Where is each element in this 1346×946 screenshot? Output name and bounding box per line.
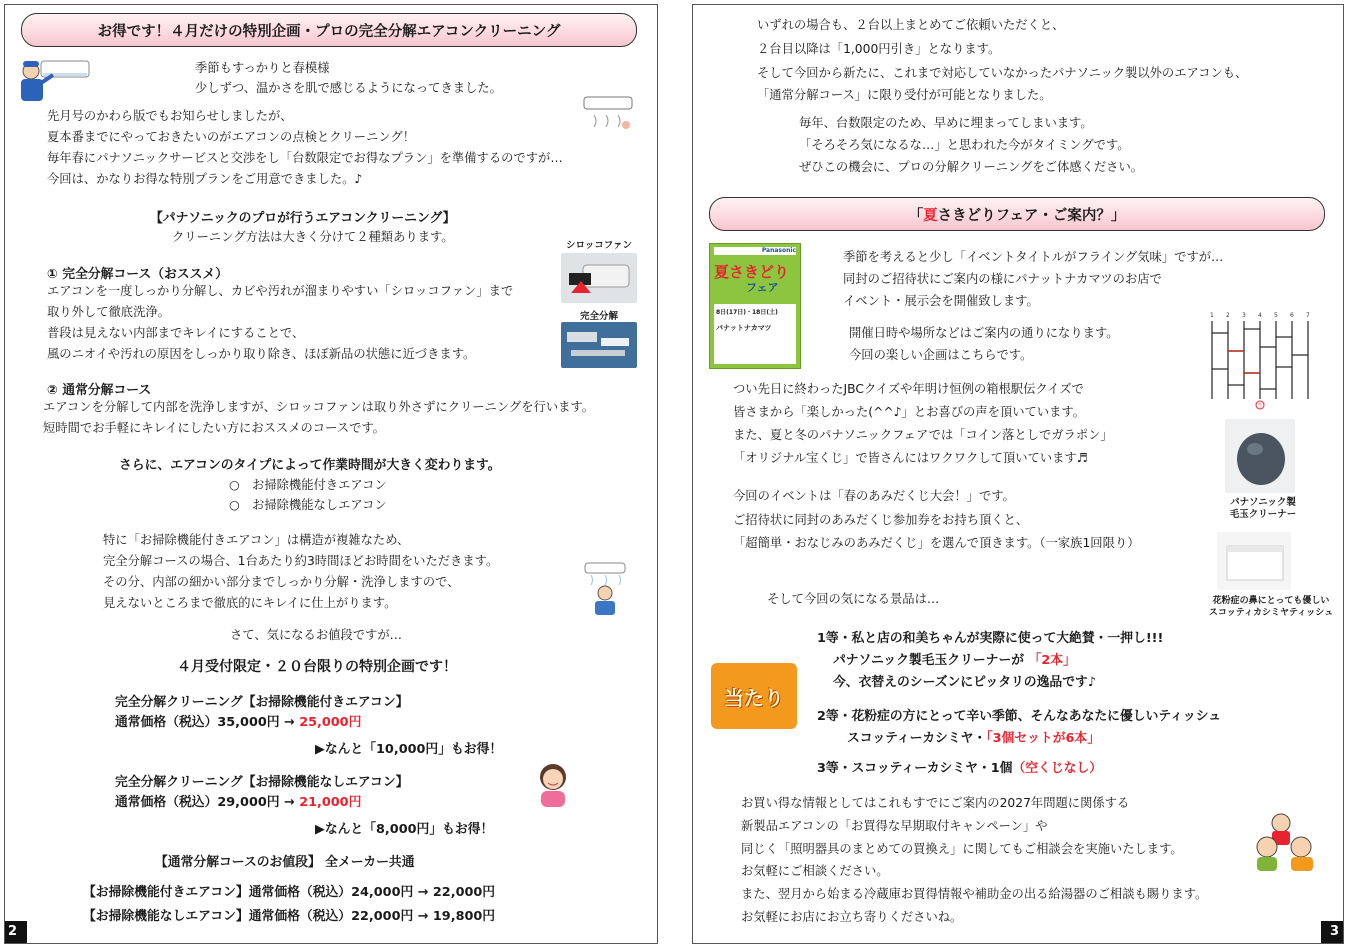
body-line: 先月号のかわら版でもお知らせしましたが、 <box>47 109 293 123</box>
price1-title: 完全分解クリーニング【お掃除機能付きエアコン】 <box>115 695 409 710</box>
aircon-type-option: ○ お掃除機能付きエアコン <box>229 478 387 492</box>
price1-row <box>115 711 361 730</box>
prize1-row <box>833 649 1076 668</box>
sirocco-fan-photo <box>561 253 637 303</box>
price2-title: 完全分解クリーニング【お掃除機能なしエアコン】 <box>115 775 409 790</box>
left-page <box>4 4 658 944</box>
price2-sale: 21,000円 <box>299 795 362 810</box>
prize3-row <box>817 757 1102 776</box>
discount-line: ２台目以降は「1,000円引き」となります。 <box>757 42 1001 56</box>
intro-line: 少しずつ、温かさを肌で感じるようになってきました。 <box>195 81 502 95</box>
amida-number: 2 <box>1226 312 1230 319</box>
quiz-line: 皆さまから「楽しかった(^^♪」とお喜びの声を頂いています。 <box>733 405 1085 419</box>
disassembly-photo <box>561 322 637 368</box>
discount-line: いずれの場合も、２台以上まとめてご依頼いただくと、 <box>757 18 1065 32</box>
staff-woman-illustration <box>533 761 573 809</box>
amida-number: 1 <box>1210 312 1214 319</box>
normal-price-line: 【お掃除機能なしエアコン】通常価格（税込）22,000円 → 19,800円 <box>83 909 496 924</box>
prize2-row <box>847 727 1100 746</box>
course1-title: ① 完全分解コース（おススメ） <box>47 267 229 282</box>
course1-line: エアコンを一度しっかり分解し、カビや汚れが溜まりやすい「シロッコファン」まで <box>47 284 514 298</box>
fair-line: イベント・展示会を開催致します。 <box>843 294 1039 308</box>
fair-line: 同封のご招待状にご案内の様にパナットナカマツのお店で <box>843 272 1162 286</box>
amida-number: 4 <box>1258 312 1262 319</box>
aircon-banner-title: お得です！４月だけの特別企画・プロの完全分解エアコンクリーニング <box>97 23 561 40</box>
amida-winning-mark: 当 <box>1257 403 1263 409</box>
course2-title: ② 通常分解コース <box>47 383 152 398</box>
course1-line: 風のニオイや汚れの原因をしっかり取り除き、ほぼ新品の状態に近づきます。 <box>47 347 476 361</box>
note-line: その分、内部の細かい部分までしっかり分解・洗浄しますので、 <box>103 575 460 589</box>
fair-detail-line: 開催日時や場所などはご案内の通りになります。 <box>849 326 1119 340</box>
price2-regular: 通常価格（税込）29,000円 → <box>115 795 300 810</box>
prize1-line: 1等・私と店の和美ちゃんが実際に使って大絶賛・一押し!!! <box>817 631 1164 646</box>
prize1-quantity: 「2本」 <box>1028 653 1076 668</box>
special-offer-heading: ４月受付限定・２０台限りの特別企画です！ <box>177 659 457 675</box>
atari-label: 当たり <box>724 685 784 710</box>
aircon-type-option: ○ お掃除機能なしエアコン <box>229 498 387 512</box>
body-line: 夏本番までにやっておきたいのがエアコンの点検とクリーニング！ <box>47 130 416 144</box>
aircon-type-heading: さらに、エアコンのタイプによって作業時間が大きく変わります。 <box>119 458 501 473</box>
flyer-title-main: 夏さきどり <box>714 263 790 281</box>
discount-line: 「通常分解コース」に限り受付が可能となりました。 <box>757 88 1052 102</box>
sirocco-fan-caption: シロッコファン <box>565 240 633 251</box>
fair-flyer <box>709 243 801 369</box>
page-number-badge <box>5 921 27 943</box>
prize1-item: パナソニック製毛玉クリーナーが <box>833 653 1029 668</box>
body-line: 今回は、かなりお得な特別プランをご用意できました。♪ <box>47 172 363 186</box>
pro-cleaning-heading: 【パナソニックのプロが行うエアコンクリーニング】 <box>150 211 456 226</box>
price1-sale: 25,000円 <box>299 715 362 730</box>
normal-price-line: 【お掃除機能付きエアコン】通常価格（税込）24,000円 → 22,000円 <box>83 885 496 900</box>
summer-fair-banner-rest: さきどりフェア・ご案内？」 <box>937 207 1126 224</box>
timing-line: 毎年、台数限定のため、早めに埋まってしまいます。 <box>799 116 1093 130</box>
pro-cleaning-subtitle: クリーニング方法は大きく分けて２種類あります。 <box>172 230 454 244</box>
cold-person-illustration <box>577 561 633 617</box>
price1-savings: ▶なんと「10,000円」もお得！ <box>315 742 503 757</box>
price-intro: さて、気になるお値段ですが… <box>230 628 402 642</box>
page-number: 3 <box>1329 924 1339 939</box>
course1-line: 普段は見えない内部までキレイにすることで、 <box>47 326 305 340</box>
course2-line: エアコンを分解して内部を洗浄しますが、シロッコファンは取り外さずにクリーニングを行います。 <box>43 400 595 414</box>
aircon-banner <box>21 13 637 47</box>
normal-price-heading: 【通常分解コースのお値段】 全メーカー共通 <box>155 855 415 870</box>
flyer-date: 8日(17日)・18日(土) <box>716 309 778 316</box>
prize2-line: 2等・花粉症の方にとって辛い季節、そんなあなたに優しいティッシュ <box>817 709 1222 724</box>
amida-number: 7 <box>1306 312 1310 319</box>
course2-line: 短時間でお手軽にキレイにしたい方におススメのコースです。 <box>43 421 385 435</box>
price2-savings: ▶なんと「8,000円」もお得！ <box>315 822 494 837</box>
note-line: 見えないところまで徹底的にキレイに仕上がります。 <box>103 596 397 610</box>
prize3-note: （空くじなし） <box>1012 761 1103 776</box>
quiz-line: 「オリジナル宝くじ」で皆さんにはワクワクして頂いています♬ <box>733 451 1088 465</box>
prize2-quantity: 「3個セットが6本」 <box>986 731 1101 746</box>
prize1-line: 今、衣替えのシーズンにピッタリの逸品です♪ <box>833 675 1096 690</box>
discount-line: そして今回から新たに、これまで対応していなかったパナソニック製以外のエアコンも、 <box>757 66 1248 80</box>
summer-fair-banner-red: 夏 <box>923 207 938 224</box>
lint-cleaner-caption: パナソニック製 毛玉クリーナー <box>1229 497 1297 520</box>
closing-line: お買い得な情報としてはこれもすでにご案内の2027年問題に関係する <box>741 796 1130 810</box>
fair-detail-line: 今回の楽しい企画はこちらです。 <box>849 348 1033 362</box>
intro-line: 季節もすっかりと春模様 <box>195 61 330 75</box>
amida-number: 3 <box>1242 312 1246 319</box>
amida-number: 5 <box>1274 312 1278 319</box>
atari-badge <box>711 663 797 729</box>
closing-line: 同じく「照明器具のまとめての買換え」に関してもご相談会を実施いたします。 <box>741 842 1183 856</box>
aircon-worker-illustration <box>13 55 93 103</box>
tissue-box-photo <box>1217 532 1291 590</box>
right-page <box>692 4 1344 944</box>
note-line: 特に「お掃除機能付きエアコン」は構造が複雑なため、 <box>103 533 410 547</box>
disassembly-caption: 完全分解 <box>579 311 618 322</box>
prize-intro: そして今回の気になる景品は… <box>767 592 940 606</box>
summer-fair-banner-prefix: 「 <box>908 207 924 224</box>
page-number: 2 <box>8 924 18 939</box>
prize2-item: スコッティーカシミヤ・ <box>847 731 987 746</box>
price1-regular: 通常価格（税込）35,000円 → <box>115 715 300 730</box>
air-conditioner-illustration <box>580 93 636 137</box>
closing-line: お気軽にお店にお立ち寄りくださいね。 <box>741 910 963 924</box>
event-line: 今回のイベントは「春のあみだくじ大会！」です。 <box>733 489 1015 503</box>
body-line: 毎年春にパナソニックサービスと交渉をし「台数限定でお得なプラン」を準備するのですが… <box>47 151 563 165</box>
family-illustration <box>1253 811 1325 873</box>
flyer-info-box <box>714 304 796 364</box>
timing-line: ぜひこの機会に、プロの分解クリーニングをご体感ください。 <box>799 160 1144 174</box>
price2-row <box>115 791 361 810</box>
amida-number: 6 <box>1290 312 1294 319</box>
flyer-store: パナットナカマツ <box>716 324 772 332</box>
note-line: 完全分解コースの場合、1台あたり約3時間ほどお時間をいただきます。 <box>103 554 499 568</box>
event-line: ご招待状に同封のあみだくじ参加券をお持ち頂くと、 <box>733 513 1029 527</box>
fair-line: 季節を考えると少し「イベントタイトルがフライング気味」ですが… <box>843 250 1224 264</box>
prize3-item: 3等・スコッティーカシミヤ・1個 <box>817 761 1013 776</box>
course1-line: 取り外して徹底洗浄。 <box>47 305 170 319</box>
tissue-caption: 花粉症の鼻にとっても優しい スコッティカシミヤティッシュ <box>1208 596 1334 618</box>
event-line: 「超簡単・おなじみのあみだくじ」を選んで頂きます。（一家族1回限り） <box>733 536 1140 550</box>
closing-line: 新製品エアコンの「お買得な早期取付キャンペーン」や <box>741 819 1048 833</box>
quiz-line: また、夏と冬のパナソニックフェアでは「コイン落としでガラポン」 <box>733 428 1113 442</box>
closing-line: お気軽にご相談ください。 <box>741 864 889 878</box>
page-number-badge <box>1321 921 1343 943</box>
amida-lottery-diagram <box>1209 311 1317 411</box>
flyer-brand: Panasonic <box>714 247 796 255</box>
flyer-title-sub: フェア <box>746 281 779 294</box>
lint-cleaner-photo <box>1225 419 1295 493</box>
timing-line: 「そろそろ気になるな…」と思われた今がタイミングです。 <box>799 138 1130 152</box>
quiz-line: つい先日に終わったJBCクイズや年明け恒例の箱根駅伝クイズで <box>733 382 1084 396</box>
summer-fair-banner <box>709 197 1325 231</box>
closing-line: また、翌月から始まる冷蔵庫お買得情報や補助金の出る給湯器のご相談も賜ります。 <box>741 887 1208 901</box>
